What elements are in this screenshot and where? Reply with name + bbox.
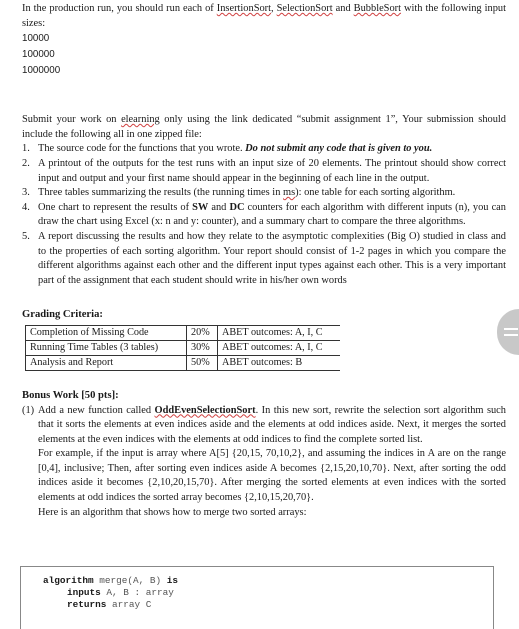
dc-counter-name: DC xyxy=(229,201,245,213)
requirement-item xyxy=(22,201,506,230)
weight-cell: 50% xyxy=(187,355,218,370)
intro-text: In the production run, you should run each of xyxy=(22,3,217,14)
item-text: A printout of the outputs for the test runs with an input size of 20 elements. The printout should show correct input and output and your first name should appear in the beginning of each line in the output. xyxy=(38,157,506,184)
submit-text: only using the link dedicated “submit assignment 1”, Your submission should include the following all in one zipped file: xyxy=(22,114,506,140)
requirement-item xyxy=(22,186,506,201)
item-text: ): one table for each sorting algorithm. xyxy=(295,187,456,199)
grading-table xyxy=(25,325,340,371)
intro-separator: and xyxy=(332,3,354,14)
code-keyword: is xyxy=(166,575,179,586)
intro-separator: , xyxy=(271,3,277,14)
insertion-sort-name: InsertionSort xyxy=(216,3,272,14)
handle-grip-icon xyxy=(504,328,518,330)
weight-cell: 30% xyxy=(187,340,218,355)
elearning-link[interactable]: elearning xyxy=(121,114,160,126)
weight-cell: 20% xyxy=(187,325,218,340)
table-row xyxy=(26,340,341,355)
item-text: One chart to represent the results of xyxy=(38,201,193,213)
ms-unit: ms xyxy=(283,187,296,199)
input-size: 1000000 xyxy=(22,65,61,77)
input-size: 10000 xyxy=(22,33,50,45)
criterion-cell: Completion of Missing Code xyxy=(26,325,187,340)
code-keyword: algorithm xyxy=(43,575,94,586)
code-line xyxy=(21,587,493,599)
code-text: A, B : array xyxy=(100,587,174,598)
bonus-example-paragraph: For example, if the input is array where A[5] {20,15, 70,10,2}, and assuming the indices in A are on the range [0,4], inclusive; Then, after sorting even indices aside A becomes {2,15,20,10,70}. Next, after sorting the odd indices aside it becomes {2,10,20,15,70}. After merging the sorted elements at even indices with the sorted elements at odd indices the sorted array becomes {2,10,15,20,70}. xyxy=(38,448,506,504)
item-number: 2. xyxy=(22,157,30,169)
item-number: (1) xyxy=(22,404,35,416)
code-keyword: returns xyxy=(67,599,107,610)
code-block xyxy=(20,566,494,629)
input-sizes-list xyxy=(22,31,506,79)
requirement-item xyxy=(22,142,506,157)
bonus-merge-intro: Here is an algorithm that shows how to merge two sorted arrays: xyxy=(38,506,307,518)
bonus-item xyxy=(22,404,506,521)
outcome-cell: ABET outcomes: B xyxy=(218,355,341,370)
grading-title: Grading Criteria: xyxy=(22,309,103,321)
emphasis-text: Do not submit any code that is given to you. xyxy=(245,143,433,155)
outcome-cell: ABET outcomes: A, I, C xyxy=(218,340,341,355)
requirement-item xyxy=(22,157,506,186)
submission-paragraph xyxy=(22,113,506,142)
bonus-paragraph xyxy=(38,404,506,448)
bonus-text: . In this new sort, rewrite the selection sort algorithm such that it sorts the elements at even indices aside and the elements at odd indices aside. Next, it merges the sorted elements at the even indices with the elements at odd indices to find the complete sorted list. xyxy=(38,404,506,445)
submit-text: Submit your work on xyxy=(22,114,122,126)
code-line xyxy=(21,575,493,587)
code-keyword: inputs xyxy=(67,587,101,598)
item-number: 3. xyxy=(22,187,30,199)
input-size: 100000 xyxy=(22,49,55,61)
table-row xyxy=(26,325,341,340)
item-text: and xyxy=(208,201,230,213)
item-text: Three tables summarizing the results (the running times in xyxy=(38,187,283,199)
selection-sort-name: SelectionSort xyxy=(276,3,333,14)
code-text: merge(A, B) xyxy=(93,575,167,586)
code-line xyxy=(21,599,493,611)
outcome-cell: ABET outcomes: A, I, C xyxy=(218,325,341,340)
bonus-text: Add a new function called xyxy=(38,404,155,416)
intro-paragraph xyxy=(22,2,506,31)
requirement-item xyxy=(22,230,506,288)
item-number: 5. xyxy=(22,230,30,242)
requirements-list xyxy=(22,142,506,288)
handle-grip-icon xyxy=(504,334,518,336)
sw-counter-name: SW xyxy=(192,201,209,213)
item-number: 4. xyxy=(22,201,30,213)
criterion-cell: Running Time Tables (3 tables) xyxy=(26,340,187,355)
bonus-title: Bonus Work [50 pts]: xyxy=(22,389,119,401)
item-text: The source code for the functions that you wrote. xyxy=(38,143,246,155)
table-row xyxy=(26,355,341,370)
item-number: 1. xyxy=(22,143,30,155)
function-name: OddEvenSelectionSort xyxy=(154,404,256,416)
criterion-cell: Analysis and Report xyxy=(26,355,187,370)
code-text: array C xyxy=(106,599,152,610)
bubble-sort-name: BubbleSort xyxy=(353,3,402,14)
intro-text: with the following input sizes: xyxy=(22,3,506,29)
item-text: A report discussing the results and how they relate to the asymptotic complexities (Big O) studied in class and to the properties of each sorting algorithm. Your report should consist of 1-2 pages in which you compare the different algorithms against each other and the different input types against each other. This is a very important part of the assignment that each student should write in his/her own words xyxy=(38,230,506,286)
item-text: counters for each algorithm with different inputs (n), you can draw the chart using Excel (x: n and y: counter), and a summary chart to compare the three algorithms. xyxy=(38,201,506,228)
document-page xyxy=(22,2,506,520)
